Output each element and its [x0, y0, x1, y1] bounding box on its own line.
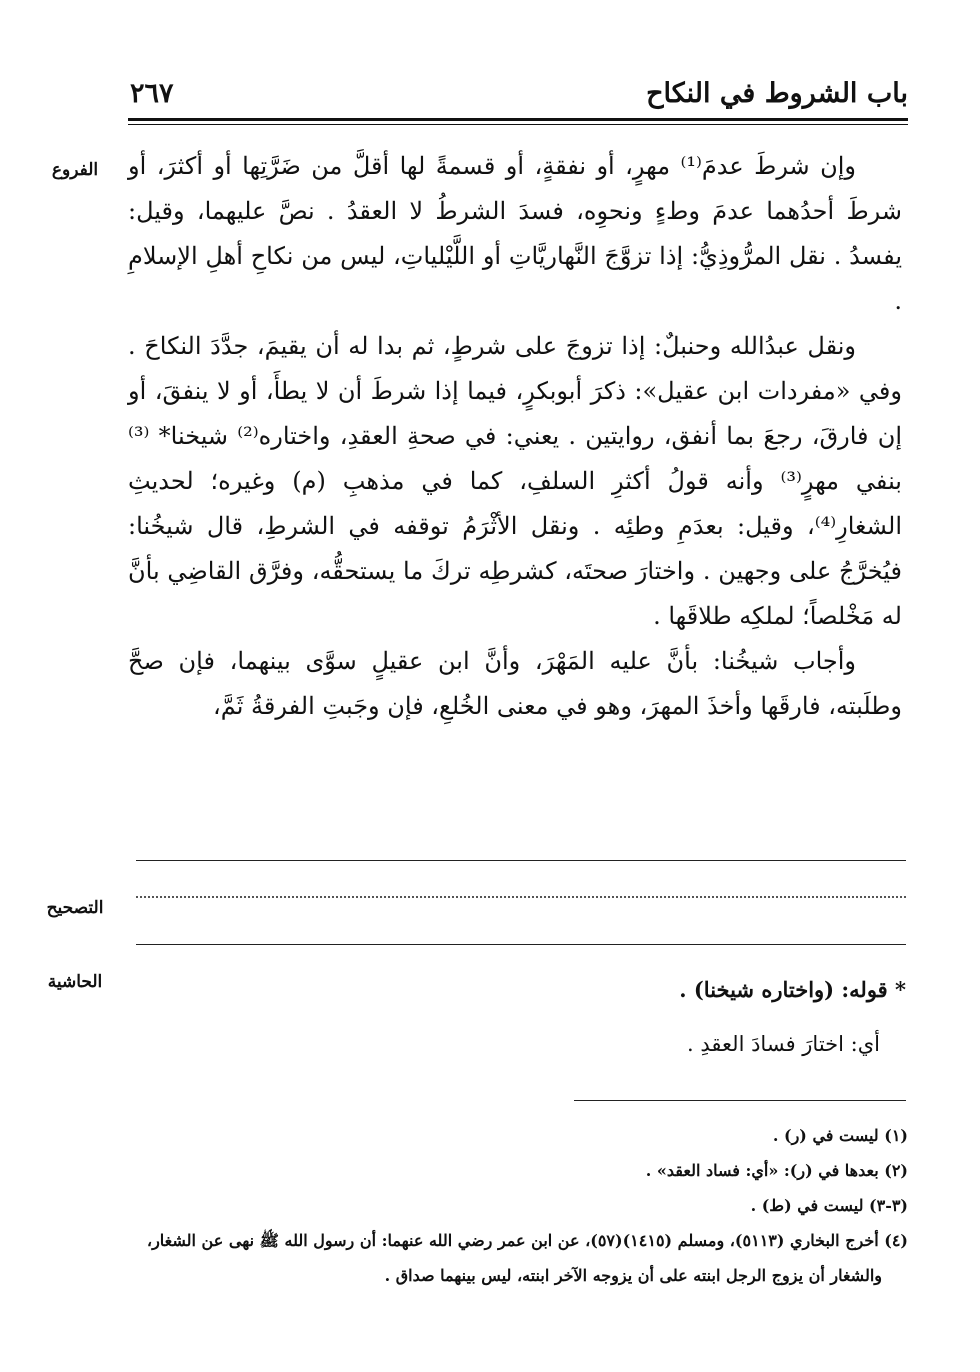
page-number: ٢٦٧	[130, 78, 174, 109]
paragraph-3: وأجاب شيخُنا: بأنَّ عليه المَهْرَ، وأنَّ ابن عقيلٍ سوَّى بينهما، فإن صحَّ وطلَبته، فارقَها وأخذَ المهرَ، وهو في معنى الخُلعِ، فإن وجَبتِ الفرقةُ ثَمَّ،	[128, 647, 902, 720]
tashih-bottom-rule	[136, 944, 906, 945]
paragraph-1: وإن شرطَ عدمَ⁽¹⁾ مهرٍ، أو نفقةٍ، أو قسمةً لها أقلَّ من ضَرَّتِها أو أكثرَ، أو شرطَ أحدُهما عدمَ وطءٍ ونحوِه، فسدَ الشرطُ لا العقدُ . نصَّ عليهما، وقيل: يفسدُ . نقل المرُّوذِيُّ: إذا تزوَّجَ النَّهاريَّاتِ أو اللَّيْلياتِ، ليس من نكاحِ أهلِ الإسلامِ .	[128, 152, 902, 315]
hashiya-text: أي: اختارَ فسادَ العقدِ .	[687, 1032, 880, 1056]
paragraph-2: ونقل عبدُالله وحنبلٌ: إذا تزوجَ على شرطٍ، ثم بدا له أن يقيمَ، جدَّدَ النكاحَ . وفي «مفردات ابن عقيل»: ذكرَ أبوبكرٍ، فيما إذا شرطَ أن لا يطأَ، أو لا ينفقَ، أو إن فارقَ، رجعَ بما أنفق، روايتين . يعني: في صحةِ العقدِ، واختاره⁽²⁾ شيخنا* ⁽³⁾بنفي مهرٍ⁽³⁾ وأنه قولُ أكثرِ السلفِ، كما في مذهبِ (م) وغيره؛ لحديثِ الشغارِ⁽⁴⁾، وقيل: بعدَمِ وطئِه . ونقل الأثْرَمُ توقفه في الشرطِ، قال شيخُنا: فيُخرَّجُ على وجهين . واختارَ صحتَه، كشرطِه تركَ ما يستحقُّه، وفرَّق القاضِي بأنَّ له مَخْلصاً؛ لملكِه طلاقَها .	[128, 332, 902, 630]
hashiya-title: * قوله: (واختاره شيخنا) .	[679, 977, 906, 1002]
chapter-title: باب الشروط في النكاح	[646, 78, 908, 109]
footnote-4-continuation: والشغار أن يزوج الرجل ابنته على أن يزوجه الآخر ابنته، ليس بينهما صداق .	[384, 1266, 882, 1285]
footnote-3: (٣-٣) ليست في (ط) .	[750, 1196, 908, 1215]
header-rule-thin	[128, 124, 908, 125]
footnote-4: (٤) أخرج البخاري (٥١١٣)، ومسلم (١٤١٥)(٥٧)، عن ابن عمر رضي الله عنهما: أن رسول الله ﷺ نهى عن الشغار،	[146, 1231, 908, 1250]
footnote-1: (١) ليست في (ر) .	[772, 1126, 908, 1145]
main-text	[128, 144, 902, 729]
tashih-top-rule	[136, 860, 906, 861]
margin-label-furu: الفروع	[51, 160, 99, 180]
footnote-rule	[574, 1100, 906, 1101]
footnotes	[136, 1118, 908, 1293]
header-rule-thick	[128, 118, 908, 121]
margin-label-hashiya: الحاشية	[47, 972, 103, 992]
margin-label-tashih: التصحيح	[46, 898, 104, 918]
footnote-2: (٢) بعدها في (ر): «أي: فساد العقد» .	[645, 1161, 908, 1180]
page-header	[128, 78, 908, 118]
tashih-dotted-line	[136, 896, 906, 898]
